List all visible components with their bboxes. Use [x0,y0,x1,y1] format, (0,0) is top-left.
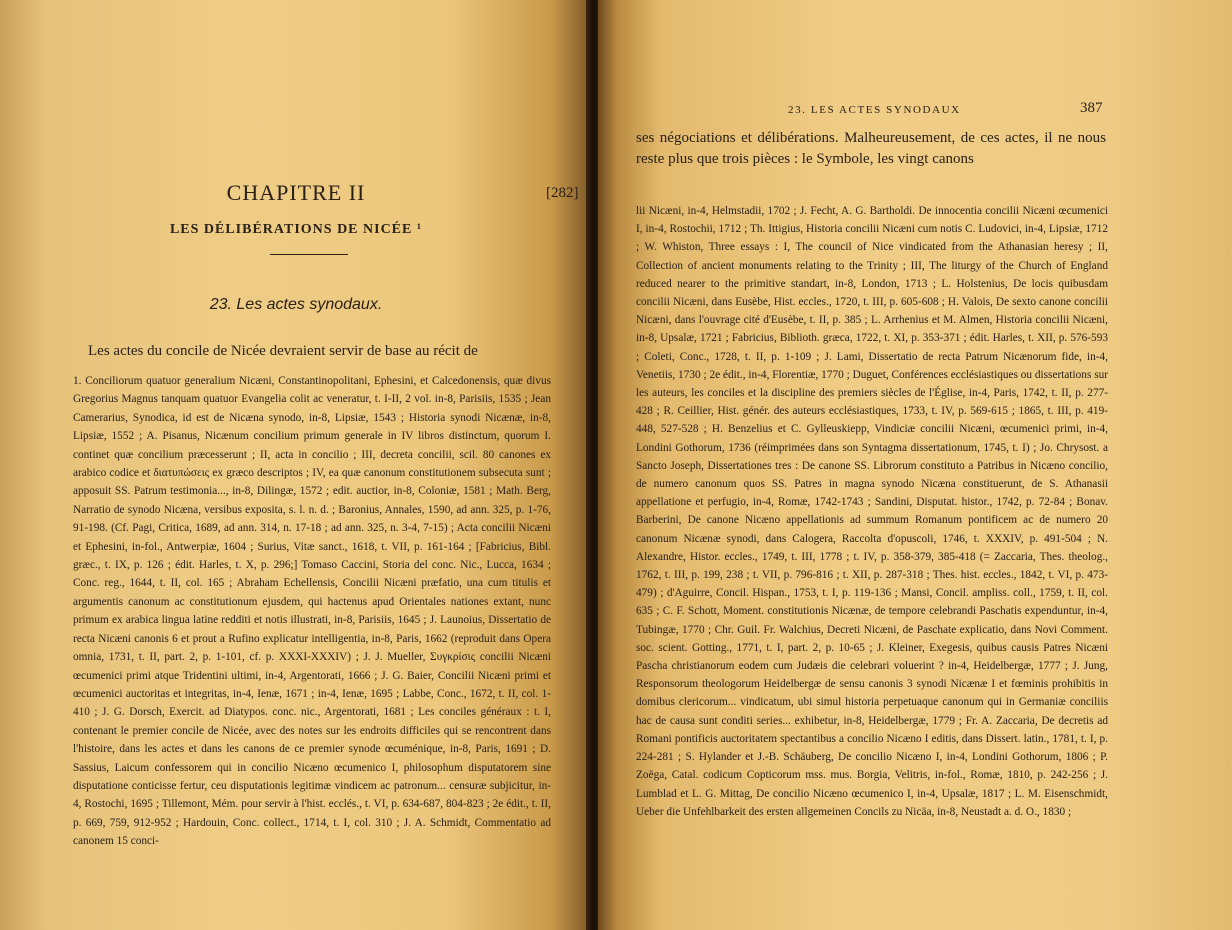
chapter-subtitle: LES DÉLIBÉRATIONS DE NICÉE ¹ [169,222,423,237]
right-body-text: ses négociations et délibérations. Malheureusement, de ces actes, il ne nous reste plus que trois pièces : le Symbole, les vingt canons [636,130,1106,167]
left-body-paragraph [88,340,550,362]
left-footnote [73,372,551,851]
page-number: 387 [1080,100,1103,116]
section-title: 23. Les actes synodaux. [209,296,383,313]
running-head: 23. LES ACTES SYNODAUX [788,104,961,116]
left-page [0,0,592,930]
right-footnote-text: lii Nicæni, in-4, Helmstadii, 1702 ; J. Fecht, A. G. Bartholdi. De innocentia concilii Nicæni œcumenici I, in-4, Rostochii, 1712 ; Th. Ittigius, Historia concilii Nicæni cum notis C. Ludovici, in-4, Lipsiæ, 1712 ; W. Whiston, Three essays : I, The council of Nice vindicated from the Athanasian heresy ; II, Collection of ancient monuments relating to the Trinity ; III, The liturgy of the Church of England reduced nearer to the primitive standart, in-8, London, 1713 ; L. Holstenius, De locis quibusdam concilii Nicæni, dans Eusèbe, Hist. eccles., 1720, t. III, p. 605-608 ; H. Valois, De sexto canone concilii Nicæni, dans l'ouvrage cité d'Eusèbe, t. II, p. 385 ; L. Arrhenius et M. Almen, Historia concilii Nicæni, in-8, Upsalæ, 1721 ; Fabricius, Biblioth. græca, 1722, t. XI, p. 353-371 ; édit. Harles, t. XII, p. 576-593 ; Coleti, Conc., 1728, t. II, p. 1-109 ; J. Lami, Dissertatio de recta Patrum Nicænorum fide, in-4, Venetiis, 1730 ; 2e édit., in-4, Florentiæ, 1770 ; Duguet, Conférences ecclésiastiques ou dissertations sur les auteurs, les conciles et la discipline des premiers siècles de l'Église, in-4, Paris, 1742, t. II, p. 277-428 ; R. Ceillier, Hist. génér. des auteurs ecclésiastiques, 1733, t. IV, p. 569-615 ; 1865, t. III, p. 419-448, 527-528 ; H. Benzelius et C. Gylleuskiepp, Vindiciæ concilii Nicæni, œcumenici primi, in-4, Londini Gothorum, 1736 (réimprimées dans son Syntagma dissertationum, 1745, t. I) ; Jo. Chrysost. a Sancto Joseph, Dissertationes tres : De canone SS. Librorum constituto a Patribus in Nicæno concilio, de numero canonum quos SS. Patres in magna synodo Nicæna constituerunt, de S. Athanasii appellatione et perfugio, in-4, Romæ, 1742-1743 ; Sandini, Disputat. histor., 1742, p. 72-84 ; Bonav. Barberini, De canone Nicæno appellationis ad summum Romanum pontificem ac de numero 20 canonum Nicænæ synodi, dans Calogera, Raccolta d'opuscoli, 1746, t. XXXIV, p. 491-504 ; N. Alexandre, Histor. eccles., 1749, t. III, 1778 ; t. IV, p. 358-379, 385-418 (= Zaccaria, Thes. theolog., 1762, t. III, p. 199, 238 ; t. VII, p. 796-816 ; t. XII, p. 287-318 ; Thes. hist. eccles., 1842, t. VI, p. 473-479) ; d'Aguirre, Concil. Hispan., 1753, t. I, p. 119-136 ; Mansi, Concil. ampliss. coll., 1759, t. II, col. 635 ; C. F. Schott, Moment. constitutionis Nicænæ, de tempore celebrandi Paschatis expenduntur, in-4, Tubingæ, 1770 ; Chr. Guil. Fr. Walchius, Decreti Nicæni, de Paschate explicatio, dans Novi Comment. soc. scient. Gotting., 1771, t. I, part. 2, p. 10-65 ; J. Kleiner, Exegesis, quibus causis Patres Nicæni Pascha christianorum eodem cum Judæis die celebrari voluerint ? in-4, Heidelbergæ, 1777 ; J. Jung, Responsorum theologorum Heidelbergæ de sensu canonis 3 synodi Nicænæ I et fœminis prohibitis in domibus clericorum... vindicatum, ubi simul historia perpetuaque canonum qui in Germaniæ conciliis hac de causa sunt conditi series... exhibetur, in-8, Heidelbergæ, 1779 ; Fr. A. Zaccaria, De decretis ad Romani pontificis auctoritatem spectantibus a concilio Nicæno I editis, dans Dissert. latin., 1781, t. I, p. 224-281 ; S. Hylander et J.-B. Schäuberg, De concilio Nicæno I, in-4, Londini Gothorum, 1806 ; P. Zoëga, Catal. codicum Copticorum mss. mus. Borgia, Velitris, in-fol., Romæ, 1810, p. 242-256 ; J. Lumblad et L. G. Mittag, De concilio Nicæno œcumenico I, in-4, Upsalæ, 1817 ; L. M. Eisenschmidt, Ueber die Unfehlbarkeit des ersten allgemeinen Concils zu Nicäa, in-8, Neustadt a. d. O., 1830 ; [636,205,1108,818]
chapter-divider [270,254,348,255]
right-body-paragraph [636,128,1106,170]
left-body-text: Les actes du concile de Nicée devraient servir de base au récit de [88,343,478,359]
left-footnote-text: 1. Conciliorum quatuor generalium Nicæni, Constantinopolitani, Ephesini, et Calcedonensis, quæ divus Gregorius Magnus tanquam quatuor Evangelia colit ac veneratur, t. I-II, 2 vol. in-8, Parisiis, 1535 ; Jean Camerarius, Synodica, id est de Nicæna synodo, in-8, Lipsiæ, 1543 ; Historia synodi Nicænæ, in-8, Lipsiæ, 1552 ; A. Pisanus, Nicænum concilium primum generale in IV libros distinctum, quorum I. continet quæ concilium præcesserunt ; II, acta in concilio ; III, decreta concilii, scil. 80 canones ex arabico codice et διατυπώσεις ex græco descriptos ; IV, ea quæ canonum constitutionem subsecuta sunt ; apposuit SS. Patrum testimonia..., in-8, Dilingæ, 1572 ; edit. auctior, in-8, Coloniæ, 1581 ; Math. Berg, Narratio de synodo Nicæna, versibus exposita, s. l. n. d. ; Baronius, Annales, 1590, ad ann. 325, p. 1-76, 91-198. (Cf. Pagi, Critica, 1689, ad ann. 314, n. 17-18 ; ad ann. 325, n. 3-4, 7-15) ; Acta concilii Nicæni et Ephesini, in-fol., Antwerpiæ, 1604 ; Surius, Vitæ sanct., 1618, t. VII, p. 161-164 ; [Fabricius, Bibl. græc., t. IX, p. 126 ; édit. Harles, t. X, p. 296;] Tomaso Caccini, Storia del conc. Nic., Lucca, 1634 ; Conc. reg., 1644, t. II, col. 165 ; Abraham Echellensis, Concilii Nicæni præfatio, una cum titulis et argumentis canonum ac constitutionum ejusdem, qui hactenus apud Orientales nationes extant, nunc primum ex arabica lingua latine redditi et notis illustrati, in-8, Parisiis, 1645 ; J. Launoius, Dissertatio de recta Nicæni canonis 6 et prout a Rufino explicatur intelligentia, in-8, Paris, 1662 (reproduit dans Opera omnia, 1731, t. II, part. 2, p. 1-101, cf. p. XXXI-XXXIV) ; J. J. Mueller, Συγκρίσις concilii Nicæni œcumenici primi atque Tridentini ultimi, in-4, Argentorati, 1666 ; J. G. Baier, Concilii Nicæni primi et œcumenici auctoritas et integritas, in-4, Ienæ, 1671 ; in-4, Ienæ, 1695 ; Labbe, Conc., 1672, t. II, col. 1-410 ; J. G. Dorsch, Exercit. ad Diatypos. conc. nic., Argentorati, 1681 ; Les conciles généraux : t. I, contenant le premier concile de Nicée, avec des notes sur les endroits difficiles qui se rencontrent dans l'histoire, dans les actes et dans les canons de ce premier synode œcuménique, in-8, Paris, 1691 ; D. Sassius, Laicum confessorem qui in concilio Nicæno œcumenico I, philosophum disputatorem sine disputatione conticisse fertur, ceu disputationis legitimæ vindicem ac patronum... censuræ subjicitur, in-4, Rostochi, 1695 ; Tillemont, Mém. pour servir à l'hist. ecclés., t. VI, p. 634-687, 804-823 ; 2e édit., t. II, p. 669, 759, 912-952 ; Hardouin, Conc. collect., 1714, t. I, col. 310 ; J. A. Schmidt, Commentatio ad canonem 15 conci- [73,375,551,848]
right-page [598,0,1232,930]
right-footnote [636,202,1108,821]
chapter-page-ref: [282] [546,185,579,201]
chapter-title: CHAPITRE II [226,180,366,205]
